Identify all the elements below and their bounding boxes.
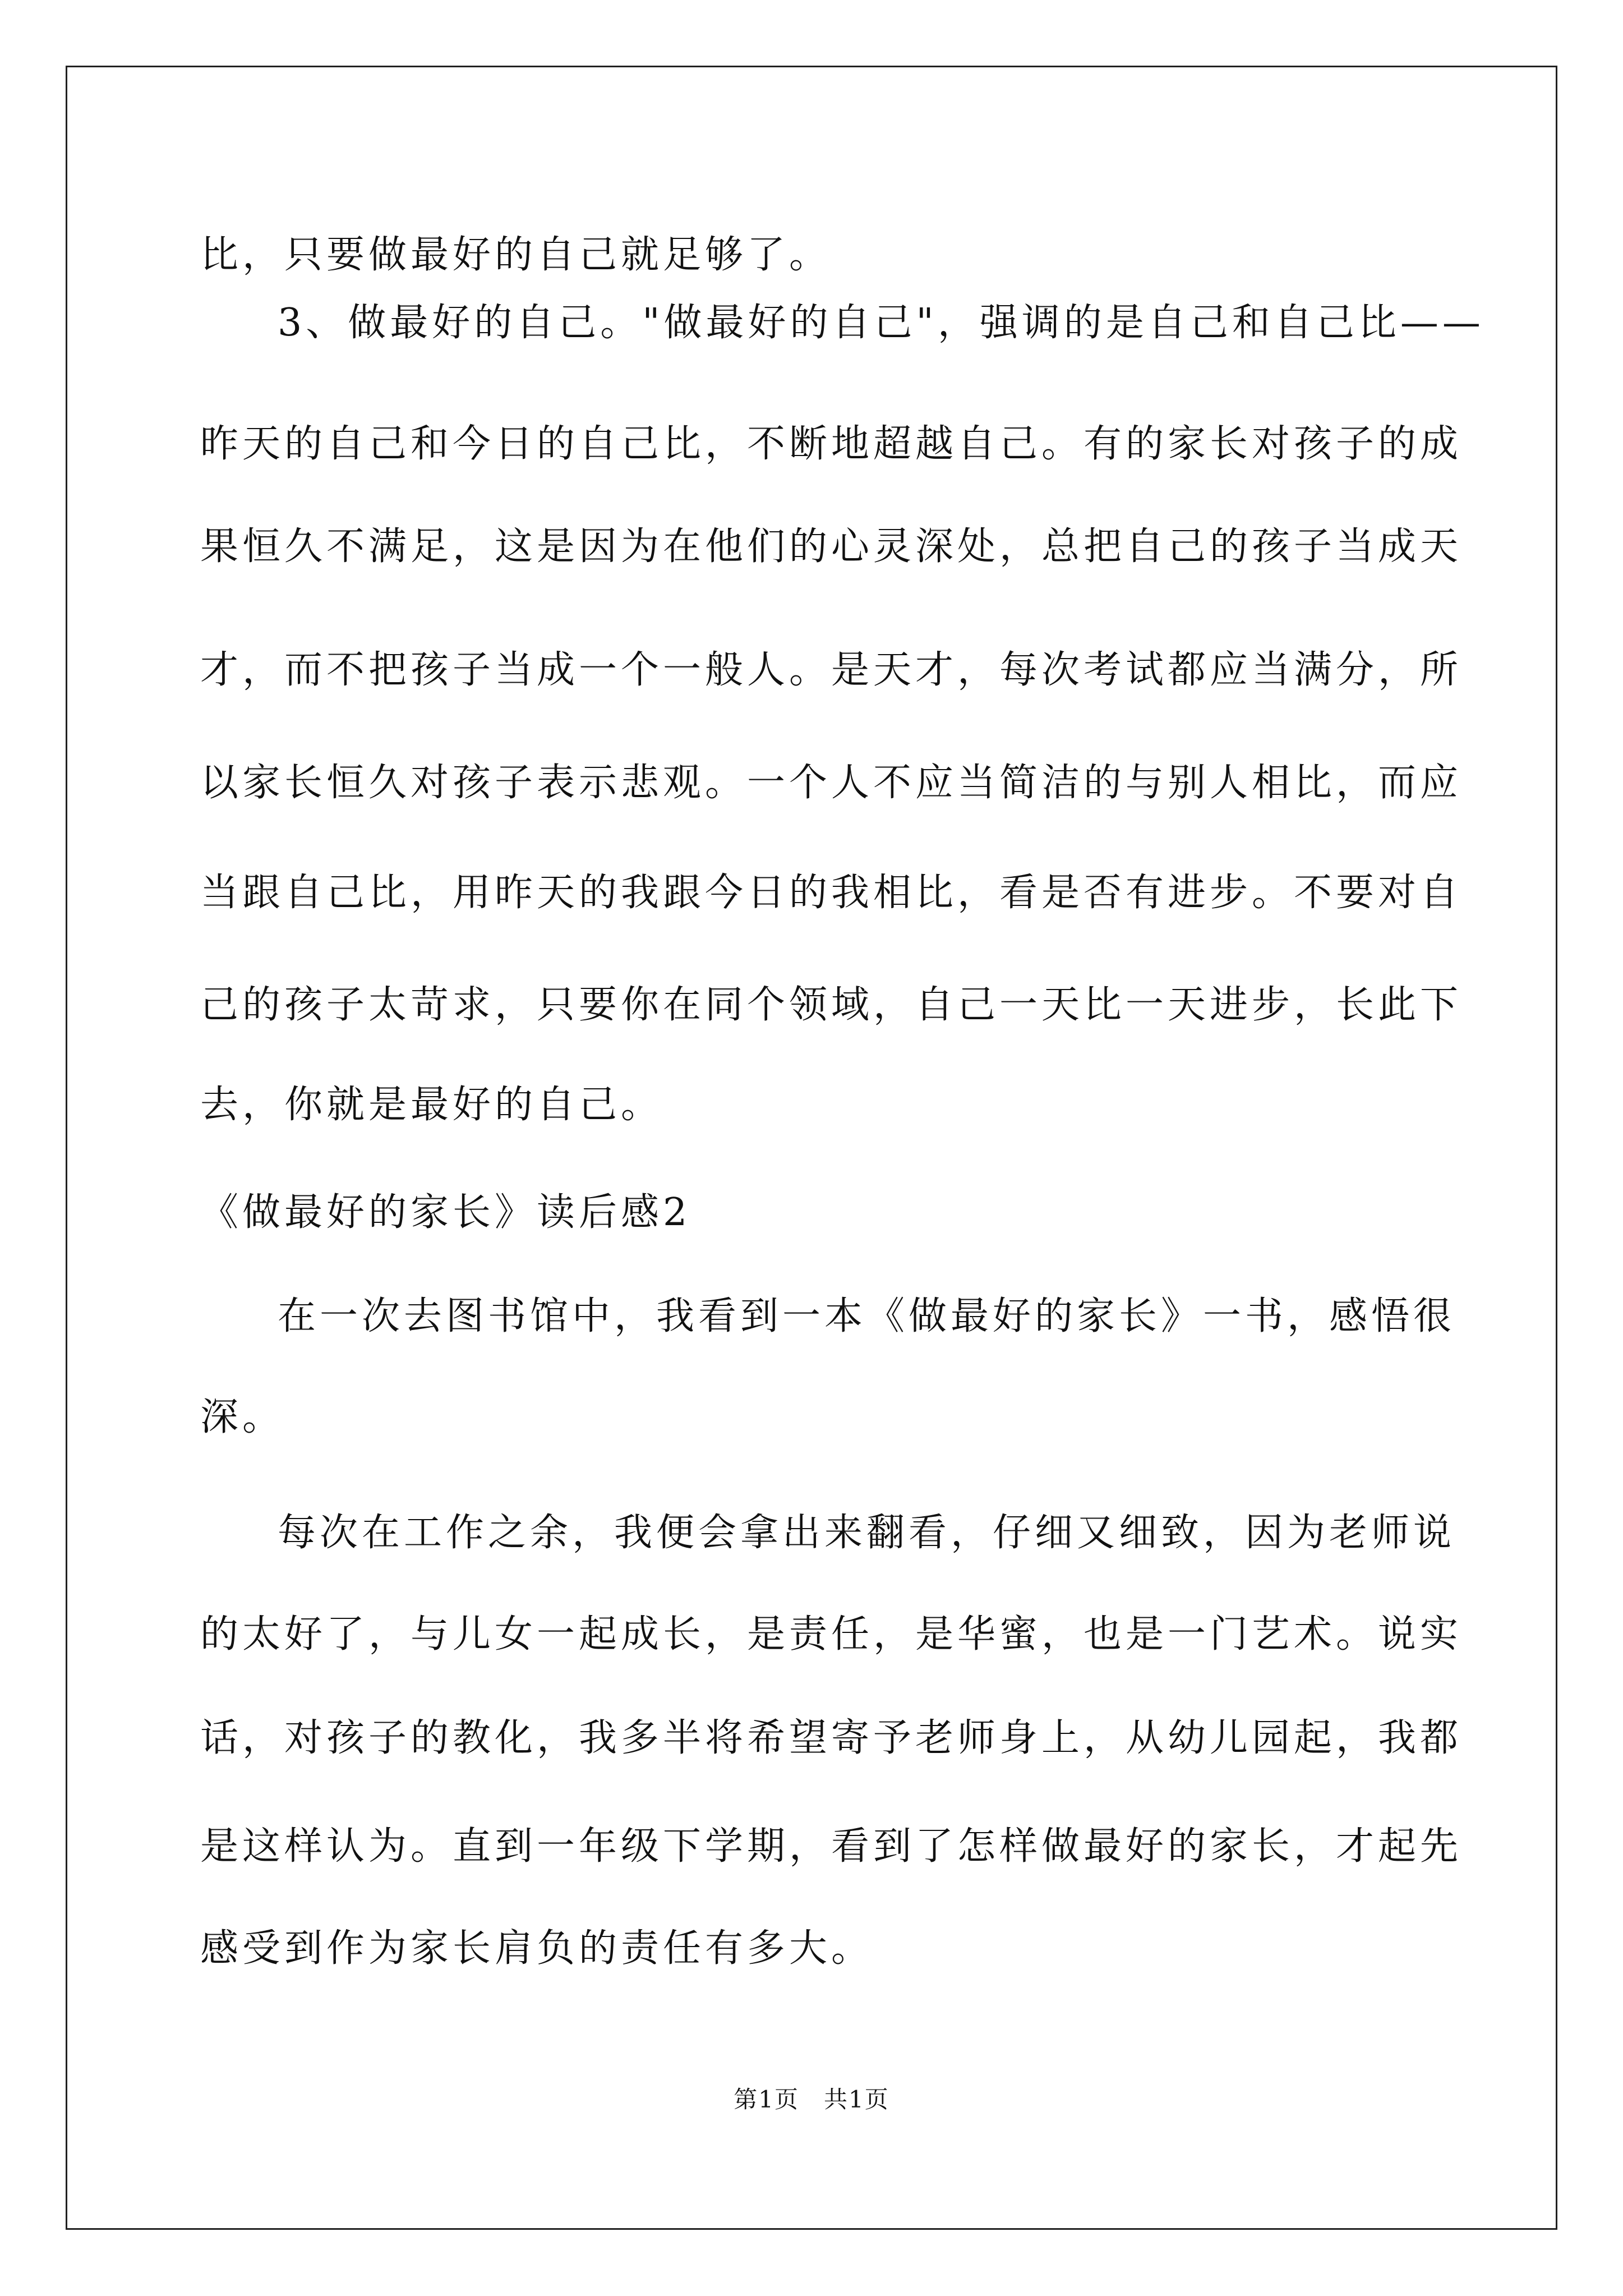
- paragraph-line: 果恒久不满足，这是因为在他们的心灵深处，总把自己的孩子当成天: [200, 524, 1463, 569]
- paragraph-line: 己的孩子太苛求，只要你在同个领域，自己一天比一天进步，长此下: [200, 983, 1463, 1027]
- paragraph-line: 3、做最好的自己。"做最好的自己"，强调的是自己和自己比——: [278, 301, 1484, 345]
- paragraph-line: 是这样认为。直到一年级下学期，看到了怎样做最好的家长，才起先: [200, 1824, 1463, 1869]
- paragraph-line: 深。: [200, 1395, 285, 1439]
- paragraph-line: 每次在工作之余，我便会拿出来翻看，仔细又细致，因为老师说: [278, 1511, 1456, 1555]
- section-heading: 《做最好的家长》读后感2: [200, 1190, 691, 1235]
- page-border: [66, 66, 1557, 2230]
- paragraph-line: 的太好了，与儿女一起成长，是责任，是华蜜，也是一门艺术。说实: [200, 1612, 1463, 1657]
- paragraph-line: 当跟自己比，用昨天的我跟今日的我相比，看是否有进步。不要对自: [200, 871, 1463, 915]
- paragraph-line: 话，对孩子的教化，我多半将希望寄予老师身上，从幼儿园起，我都: [200, 1716, 1463, 1760]
- paragraph-line: 昨天的自己和今日的自己比，不断地超越自己。有的家长对孩子的成: [200, 422, 1463, 466]
- paragraph-line: 在一次去图书馆中，我看到一本《做最好的家长》一书，感悟很: [278, 1294, 1456, 1338]
- paragraph-line: 去，你就是最好的自己。: [200, 1083, 663, 1127]
- page-number-footer: 第1页 共1页: [734, 2086, 889, 2113]
- paragraph-line: 比，只要做最好的自己就足够了。: [200, 233, 832, 277]
- paragraph-line: 感受到作为家长肩负的责任有多大。: [200, 1926, 874, 1971]
- paragraph-line: 以家长恒久对孩子表示悲观。一个人不应当简洁的与别人相比，而应: [200, 761, 1463, 805]
- paragraph-line: 才，而不把孩子当成一个一般人。是天才，每次考试都应当满分，所: [200, 648, 1463, 692]
